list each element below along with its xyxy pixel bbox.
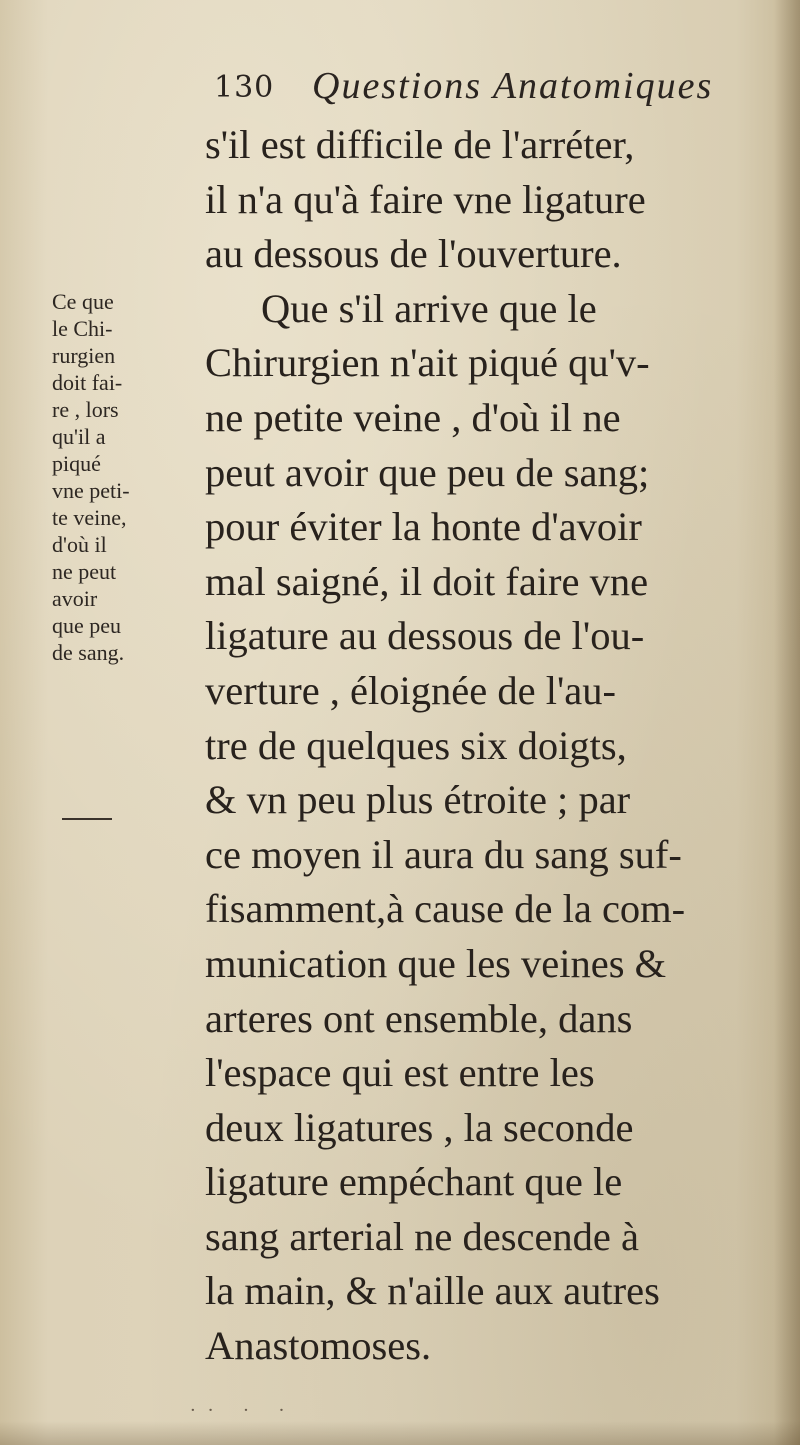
margin-note-line: que peu [52, 613, 122, 638]
text-line: s'il est difficile de l'arréter, [205, 122, 635, 167]
margin-note-line: te veine, [52, 505, 127, 530]
margin-note-rule [62, 818, 112, 820]
margin-note-line: rurgien [52, 343, 116, 368]
margin-note [52, 288, 202, 666]
margin-note-line: d'où il [52, 532, 107, 557]
text-line: au dessous de l'ouverture. [205, 231, 622, 277]
text-line: ne petite veine , d'où il ne [205, 394, 621, 440]
page-header [214, 60, 754, 118]
bottom-ink-marks: ·· · · [190, 1400, 297, 1421]
margin-note-line: vne peti- [52, 478, 130, 503]
text-line: Anastomoses. [205, 1323, 432, 1369]
margin-note-line: ne peut [52, 559, 117, 584]
margin-note-line: re , lors [52, 397, 119, 422]
text-line: mal saigné, il doit faire vne [205, 558, 649, 604]
text-line: ligature empéchant que le [205, 1159, 623, 1205]
body-text [205, 118, 765, 1374]
text-line: ligature au dessous de l'ou- [205, 613, 645, 659]
margin-note-line: Ce que [52, 289, 114, 314]
text-line: l'espace qui est entre les [205, 1050, 595, 1096]
margin-note-line: doit fai- [52, 370, 123, 395]
text-line: tre de quelques six doigts, [205, 722, 627, 768]
text-line: fisamment,à cause de la com- [205, 886, 686, 932]
text-line: Chirurgien n'ait piqué qu'v- [205, 340, 650, 386]
text-line: la main, & n'aille aux autres [205, 1268, 660, 1314]
text-line: verture , éloignée de l'au- [205, 667, 616, 713]
running-title: Questions Anatomiques [312, 65, 714, 107]
margin-note-line: qu'il a [52, 424, 106, 449]
page-bottom-edge [0, 1421, 800, 1445]
margin-note-line: piqué [52, 451, 101, 476]
margin-note-line: de sang. [52, 640, 125, 665]
text-line: & vn peu plus étroite ; par [205, 777, 631, 823]
text-line: munication que les veines & [205, 940, 667, 986]
page-gutter-shadow [774, 0, 800, 1445]
margin-note-line: le Chi- [52, 316, 113, 341]
text-line: ce moyen il aura du sang suf- [205, 831, 682, 877]
text-line: il n'a qu'à faire vne ligature [205, 176, 646, 222]
text-line: arteres ont ensemble, dans [205, 995, 633, 1041]
text-line: sang arterial ne descende à [205, 1213, 640, 1259]
margin-note-line: avoir [52, 586, 98, 611]
text-line: pour éviter la honte d'avoir [205, 504, 642, 550]
text-line: peut avoir que peu de sang; [205, 449, 650, 495]
text-line: deux ligatures , la seconde [205, 1104, 634, 1150]
text-line: Que s'il arrive que le [261, 285, 597, 331]
page-number: 130 [214, 70, 275, 105]
